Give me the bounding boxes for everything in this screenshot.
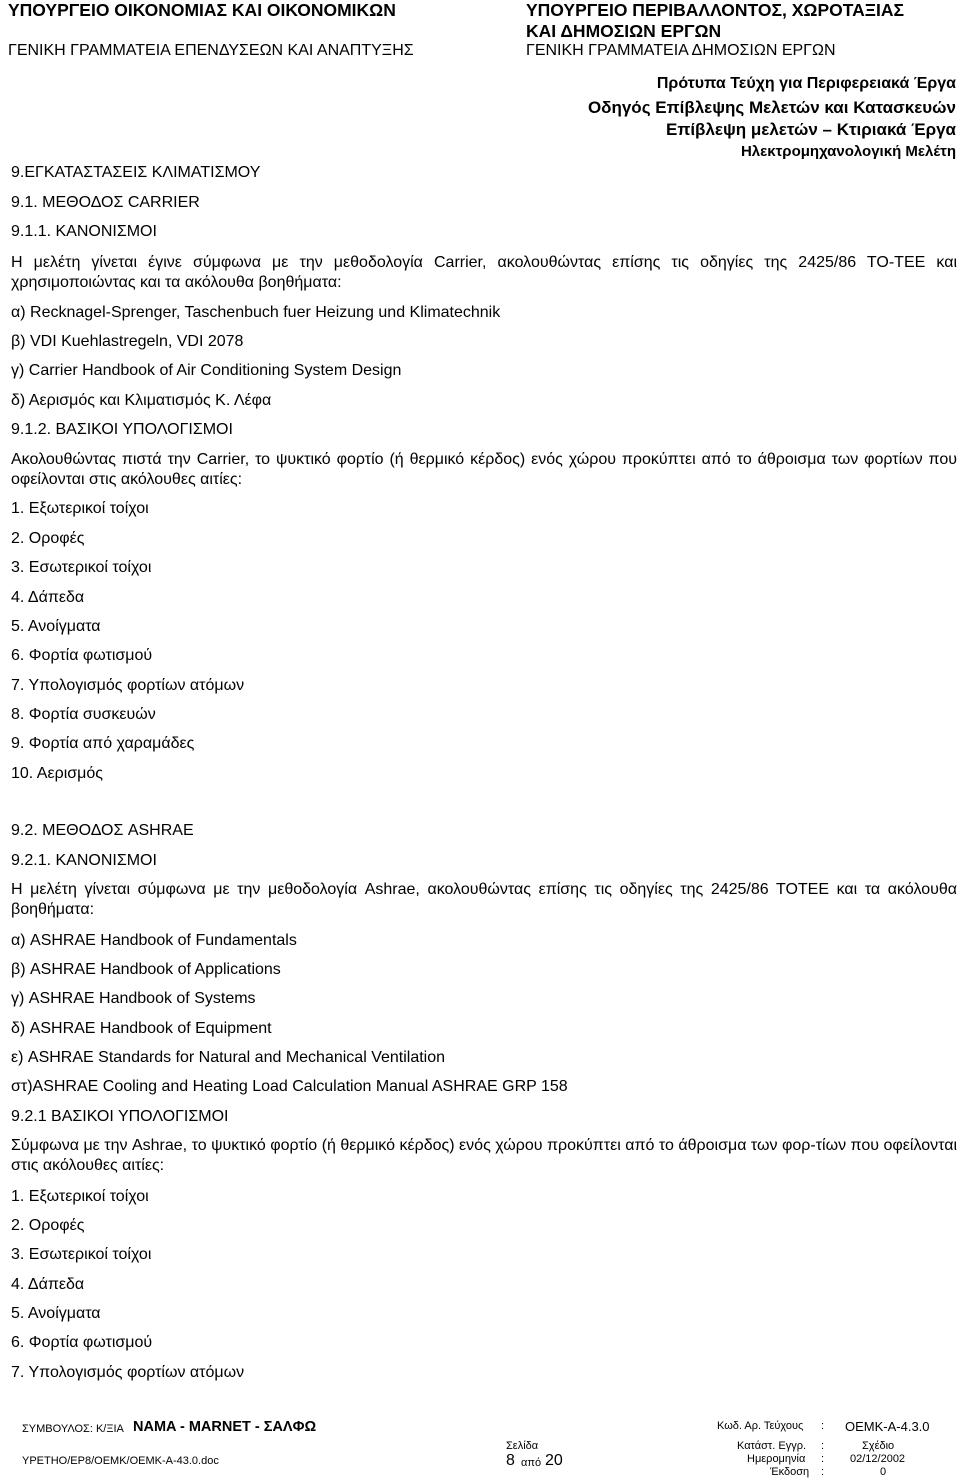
ashrae-cause-item: 6. Φορτία φωτισμού	[11, 1334, 153, 1351]
ashrae-reference: δ) ASHRAE Handbook of Equipment	[11, 1020, 272, 1037]
ashrae-calc-intro: Σύμφωνα με την Ashrae, το ψυκτικό φορτίο (ή θερμικό κέρδος) ενός χώρου προκύπτει από το άθροισμα των φορ-τίων που οφείλονται στις ακόλουθες αιτίες:	[11, 1137, 957, 1174]
ashrae-cause-item: 5. Ανοίγματα	[11, 1305, 101, 1322]
footer-edition-label: Έκδοση	[770, 1466, 810, 1478]
carrier-calc-intro: Ακολουθώντας πιστά την Carrier, το ψυκτικό φορτίο (ή θερμικό κέρδος) ενός χώρου προκύπτει από το άθροισμα των φορτίων που οφείλονται στις ακόλουθες αιτίες:	[11, 451, 957, 488]
ashrae-reference: γ) ASHRAE Handbook of Systems	[11, 990, 256, 1007]
footer-page-total: 20	[545, 1452, 563, 1469]
footer-category-label: Κατάστ. Εγγρ.	[737, 1440, 807, 1452]
header-subtitle-1: Πρότυπα Τεύχη για Περιφερειακά Έργα	[656, 75, 956, 92]
footer-code-label: Κωδ. Αρ. Τεύχους	[717, 1420, 804, 1432]
ashrae-reference: ε) ASHRAE Standards for Natural and Mechanical Ventilation	[11, 1049, 446, 1066]
footer-page-label: Σελίδα	[506, 1440, 539, 1452]
carrier-rules-heading: 9.1.1. ΚΑΝΟΝΙΣΜΟΙ	[11, 223, 157, 240]
footer-colon: :	[821, 1453, 825, 1465]
ashrae-cause-item: 2. Οροφές	[11, 1217, 85, 1234]
carrier-cause-item: 6. Φορτία φωτισμού	[11, 647, 153, 664]
footer-page-of: από	[521, 1457, 542, 1469]
footer-file-path: ΥΡΕΤΗΟ/ΕΡ8/ΟΕΜΚ/ΟΕΜΚ-Α-43.0.doc	[22, 1455, 219, 1467]
footer-date-label: Ημερομηνία	[747, 1453, 806, 1465]
header-subtitle-2: Οδηγός Επίβλεψης Μελετών και Κατασκευών	[587, 98, 956, 117]
carrier-cause-item: 4. Δάπεδα	[11, 589, 85, 606]
carrier-cause-item: 5. Ανοίγματα	[11, 618, 101, 635]
carrier-heading: 9.1. ΜΕΘΟΔΟΣ CARRIER	[11, 194, 200, 211]
ashrae-cause-item: 3. Εσωτερικοί τοίχοι	[11, 1246, 152, 1263]
footer-colon: :	[821, 1420, 825, 1432]
ashrae-reference: στ)ASHRAE Cooling and Heating Load Calculation Manual ASHRAE GRP 158	[11, 1078, 568, 1095]
carrier-cause-item: 1. Εξωτερικοί τοίχοι	[11, 500, 149, 517]
ashrae-rules-intro: Η μελέτη γίνεται σύμφωνα με την μεθοδολογία Ashrae, ακολουθώντας επίσης τις οδηγίες της 2425/86 ΤΟΤΕΕ και τα ακόλουθα βοηθήματα:	[11, 881, 957, 918]
carrier-rules-intro: Η μελέτη γίνεται έγινε σύμφωνα με την μεθοδολογία Carrier, ακολουθώντας επίσης τις οδηγίες της 2425/86 ΤΟ-ΤΕΕ και χρησιμοποιώντας και τα ακόλουθα βοηθήματα:	[11, 254, 957, 291]
carrier-reference: β) VDI Kuehlastregeln, VDI 2078	[11, 333, 244, 350]
carrier-calc-heading: 9.1.2. ΒΑΣΙΚΟΙ ΥΠΟΛΟΓΙΣΜΟΙ	[11, 421, 233, 438]
ashrae-cause-item: 7. Υπολογισμός φορτίων ατόμων	[11, 1364, 245, 1381]
footer-date-value: 02/12/2002	[850, 1453, 906, 1465]
header-left-secretariat: ΓΕΝΙΚΗ ΓΡΑΜΜΑΤΕΙΑ ΕΠΕΝΔΥΣΕΩΝ ΚΑΙ ΑΝΑΠΤΥΞΗΣ	[8, 42, 414, 59]
header-subtitle-3: Επίβλεψη μελετών – Κτιριακά Έργα	[665, 120, 956, 139]
ashrae-cause-item: 1. Εξωτερικοί τοίχοι	[11, 1188, 149, 1205]
footer-page-number: 8	[506, 1452, 515, 1469]
carrier-cause-item: 2. Οροφές	[11, 530, 85, 547]
ashrae-reference: α) ASHRAE Handbook of Fundamentals	[11, 932, 297, 949]
footer-edition-value: 0	[880, 1466, 887, 1478]
header-right-ministry-line2: ΚΑΙ ΔΗΜΟΣΙΩΝ ΕΡΓΩΝ	[526, 21, 722, 41]
footer-colon: :	[821, 1440, 825, 1452]
carrier-reference: α) Recknagel-Sprenger, Taschenbuch fuer Heizung und Klimatechnik	[11, 304, 501, 321]
carrier-cause-item: 3. Εσωτερικοί τοίχοι	[11, 559, 152, 576]
footer-code-value: ΟΕΜΚ-Α-4.3.0	[845, 1419, 930, 1434]
carrier-reference: δ) Αερισμός και Κλιματισμός Κ. Λέφα	[11, 392, 272, 409]
header-right-secretariat: ΓΕΝΙΚΗ ΓΡΑΜΜΑΤΕΙΑ ΔΗΜΟΣΙΩΝ ΕΡΓΩΝ	[526, 42, 836, 59]
ashrae-cause-item: 4. Δάπεδα	[11, 1276, 85, 1293]
section-title: 9.ΕΓΚΑΤΑΣΤΑΣΕΙΣ ΚΛΙΜΑΤΙΣΜΟΥ	[11, 164, 261, 181]
footer-consultant-name: NAMA - MARNET - ΣΑΛΦΩ	[133, 1419, 317, 1435]
ashrae-reference: β) ASHRAE Handbook of Applications	[11, 961, 281, 978]
carrier-cause-item: 8. Φορτία συσκευών	[11, 706, 156, 723]
header-subtitle-4: Ηλεκτρομηχανολογική Μελέτη	[740, 143, 956, 160]
ashrae-heading: 9.2. ΜΕΘΟΔΟΣ ASHRAE	[11, 822, 194, 839]
footer-colon: :	[821, 1466, 825, 1478]
carrier-cause-item: 10. Αερισμός	[11, 765, 103, 782]
header-right-ministry-line1: ΥΠΟΥΡΓΕΙΟ ΠΕΡΙΒΑΛΛΟΝΤΟΣ, ΧΩΡΟΤΑΞΙΑΣ	[526, 0, 905, 20]
carrier-reference: γ) Carrier Handbook of Air Conditioning System Design	[11, 362, 402, 379]
carrier-cause-item: 7. Υπολογισμός φορτίων ατόμων	[11, 677, 245, 694]
footer-consultant-label: ΣΥΜΒΟΥΛΟΣ: Κ/ΞΙΑ	[22, 1423, 124, 1435]
carrier-cause-item: 9. Φορτία από χαραμάδες	[11, 735, 195, 752]
ashrae-calc-heading: 9.2.1 ΒΑΣΙΚΟΙ ΥΠΟΛΟΓΙΣΜΟΙ	[11, 1108, 229, 1125]
ashrae-rules-heading: 9.2.1. ΚΑΝΟΝΙΣΜΟΙ	[11, 852, 157, 869]
footer-category-value: Σχέδιο	[862, 1440, 895, 1452]
header-left-ministry: ΥΠΟΥΡΓΕΙΟ ΟΙΚΟΝΟΜΙΑΣ ΚΑΙ ΟΙΚΟΝΟΜΙΚΩΝ	[8, 0, 396, 20]
